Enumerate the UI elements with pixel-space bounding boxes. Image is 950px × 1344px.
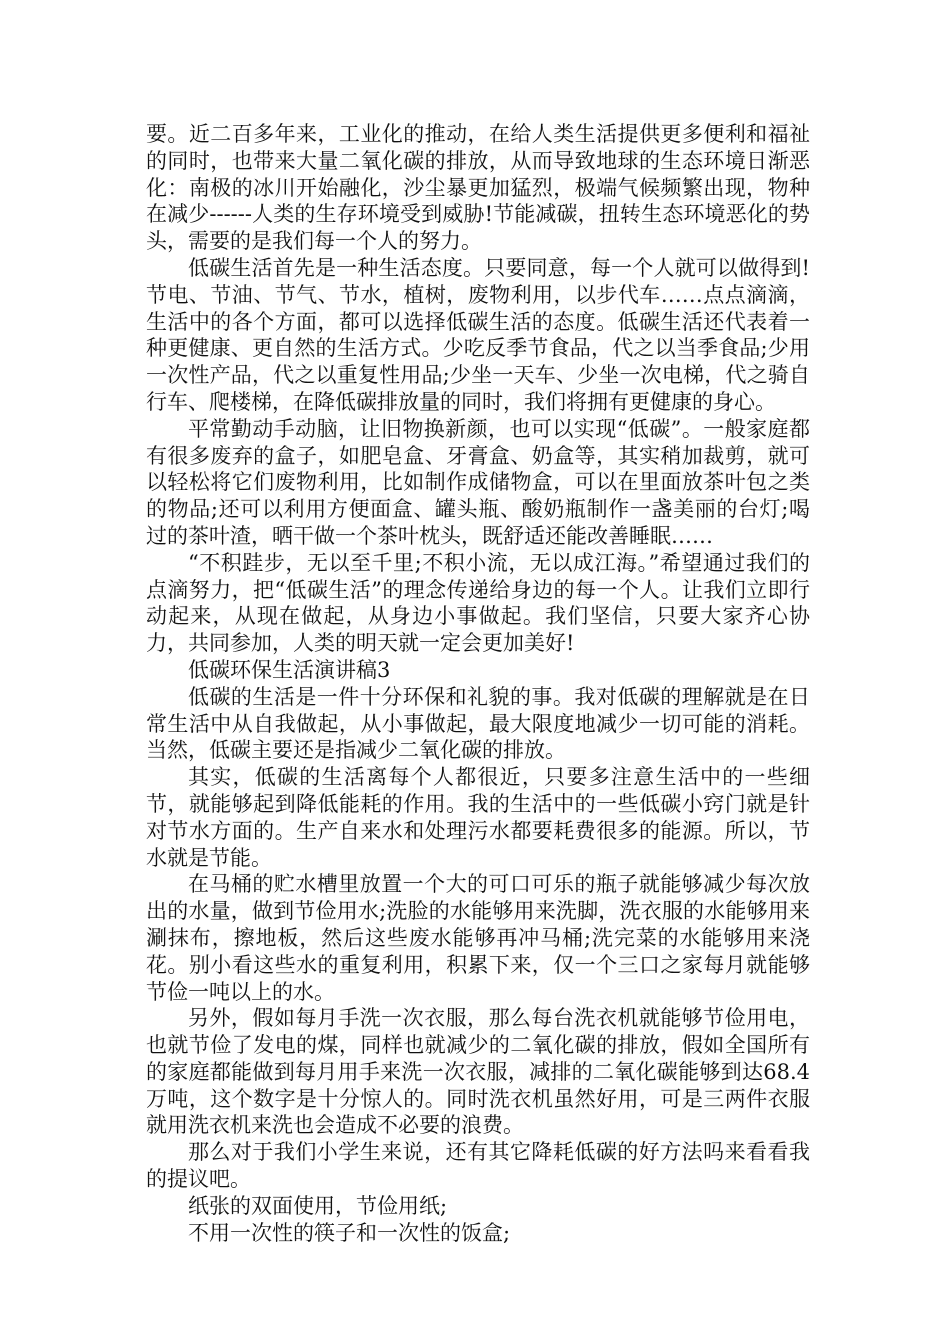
paragraph-3: 平常勤动手动脑，让旧物换新颜，也可以实现“低碳”。一般家庭都有很多废弃的盒子，如肥皂盒、牙膏盒、奶盒等，其实稍加裁剪，就可以轻松将它们废物利用，比如制作成储物盒，可以在里面放茶叶包之类的物品;还可以利用方便面盒、罐头瓶、酸奶瓶制作一盏美丽的台灯;喝过的茶叶渣，晒干做一个茶叶枕头，既舒适还能改善睡眠……: [146, 416, 810, 548]
paragraph-1: 要。近二百多年来，工业化的推动，在给人类生活提供更多便利和福祉的同时，也带来大量二氧化碳的排放，从而导致地球的生态环境日渐恶化：南极的冰川开始融化，沙尘暴更加猛烈，极端气候频繁出现，物种在减少------人类的生存环境受到威胁!节能减碳，扭转生态环境恶化的势头，需要的是我们每一个人的努力。: [146, 122, 810, 254]
paragraph-2: 低碳生活首先是一种生活态度。只要同意，每一个人就可以做得到!节电、节油、节气、节水，植树，废物利用，以步代车……点点滴滴，生活中的各个方面，都可以选择低碳生活的态度。低碳生活还代表着一种更健康、更自然的生活方式。少吃反季节食品，代之以当季食品;少用一次性产品，代之以重复性用品;少坐一天车、少坐一次电梯，代之骑自行车、爬楼梯，在降低碳排放量的同时，我们将拥有更健康的身心。: [146, 255, 810, 414]
paragraph-4: “不积跬步，无以至千里;不积小流，无以成江海。”希望通过我们的点滴努力，把“低碳生活”的理念传递给身边的每一个人。让我们立即行动起来，从现在做起，从身边小事做起。我们坚信，只要大家齐心协力，共同参加，人类的明天就一定会更加美好!: [146, 550, 810, 656]
paragraph-6: 其实，低碳的生活离每个人都很近，只要多注意生活中的一些细节，就能够起到降低能耗的作用。我的生活中的一些低碳小窍门就是针对节水方面的。生产自来水和处理污水都要耗费很多的能源。所以，节水就是节能。: [146, 765, 810, 870]
section-heading: 低碳环保生活演讲稿3: [188, 657, 391, 682]
paragraph-8: 另外，假如每月手洗一次衣服，那么每台洗衣机就能够节俭用电，也就节俭了发电的煤，同样也就减少的二氧化碳的排放，假如全国所有的家庭都能做到每月用手来洗一次衣服，减排的二氧化碳能够到达68.4万吨，这个数字是十分惊人的。同时洗衣机虽然好用，可是三两件衣服就用洗衣机来洗也会造成不必要的浪费。: [146, 1006, 810, 1138]
list-item-chopsticks: 不用一次性的筷子和一次性的饭盒;: [188, 1220, 511, 1245]
paragraph-9: 那么对于我们小学生来说，还有其它降耗低碳的好方法吗来看看我的提议吧。: [146, 1140, 810, 1192]
document-page: [146, 121, 810, 1246]
paragraph-7: 在马桶的贮水槽里放置一个大的可口可乐的瓶子就能够减少每次放出的水量，做到节俭用水;洗脸的水能够用来洗脚，洗衣服的水能够用来涮抹布，擦地板，然后这些废水能够再冲马桶;洗完菜的水能够用来浇花。别小看这些水的重复利用，积累下来，仅一个三口之家每月就能够节俭一吨以上的水。: [146, 872, 810, 1004]
list-item-paper: 纸张的双面使用，节俭用纸;: [188, 1193, 448, 1218]
paragraph-5: 低碳的生活是一件十分环保和礼貌的事。我对低碳的理解就是在日常生活中从自我做起，从小事做起，最大限度地减少一切可能的消耗。当然，低碳主要还是指减少二氧化碳的排放。: [146, 684, 810, 763]
